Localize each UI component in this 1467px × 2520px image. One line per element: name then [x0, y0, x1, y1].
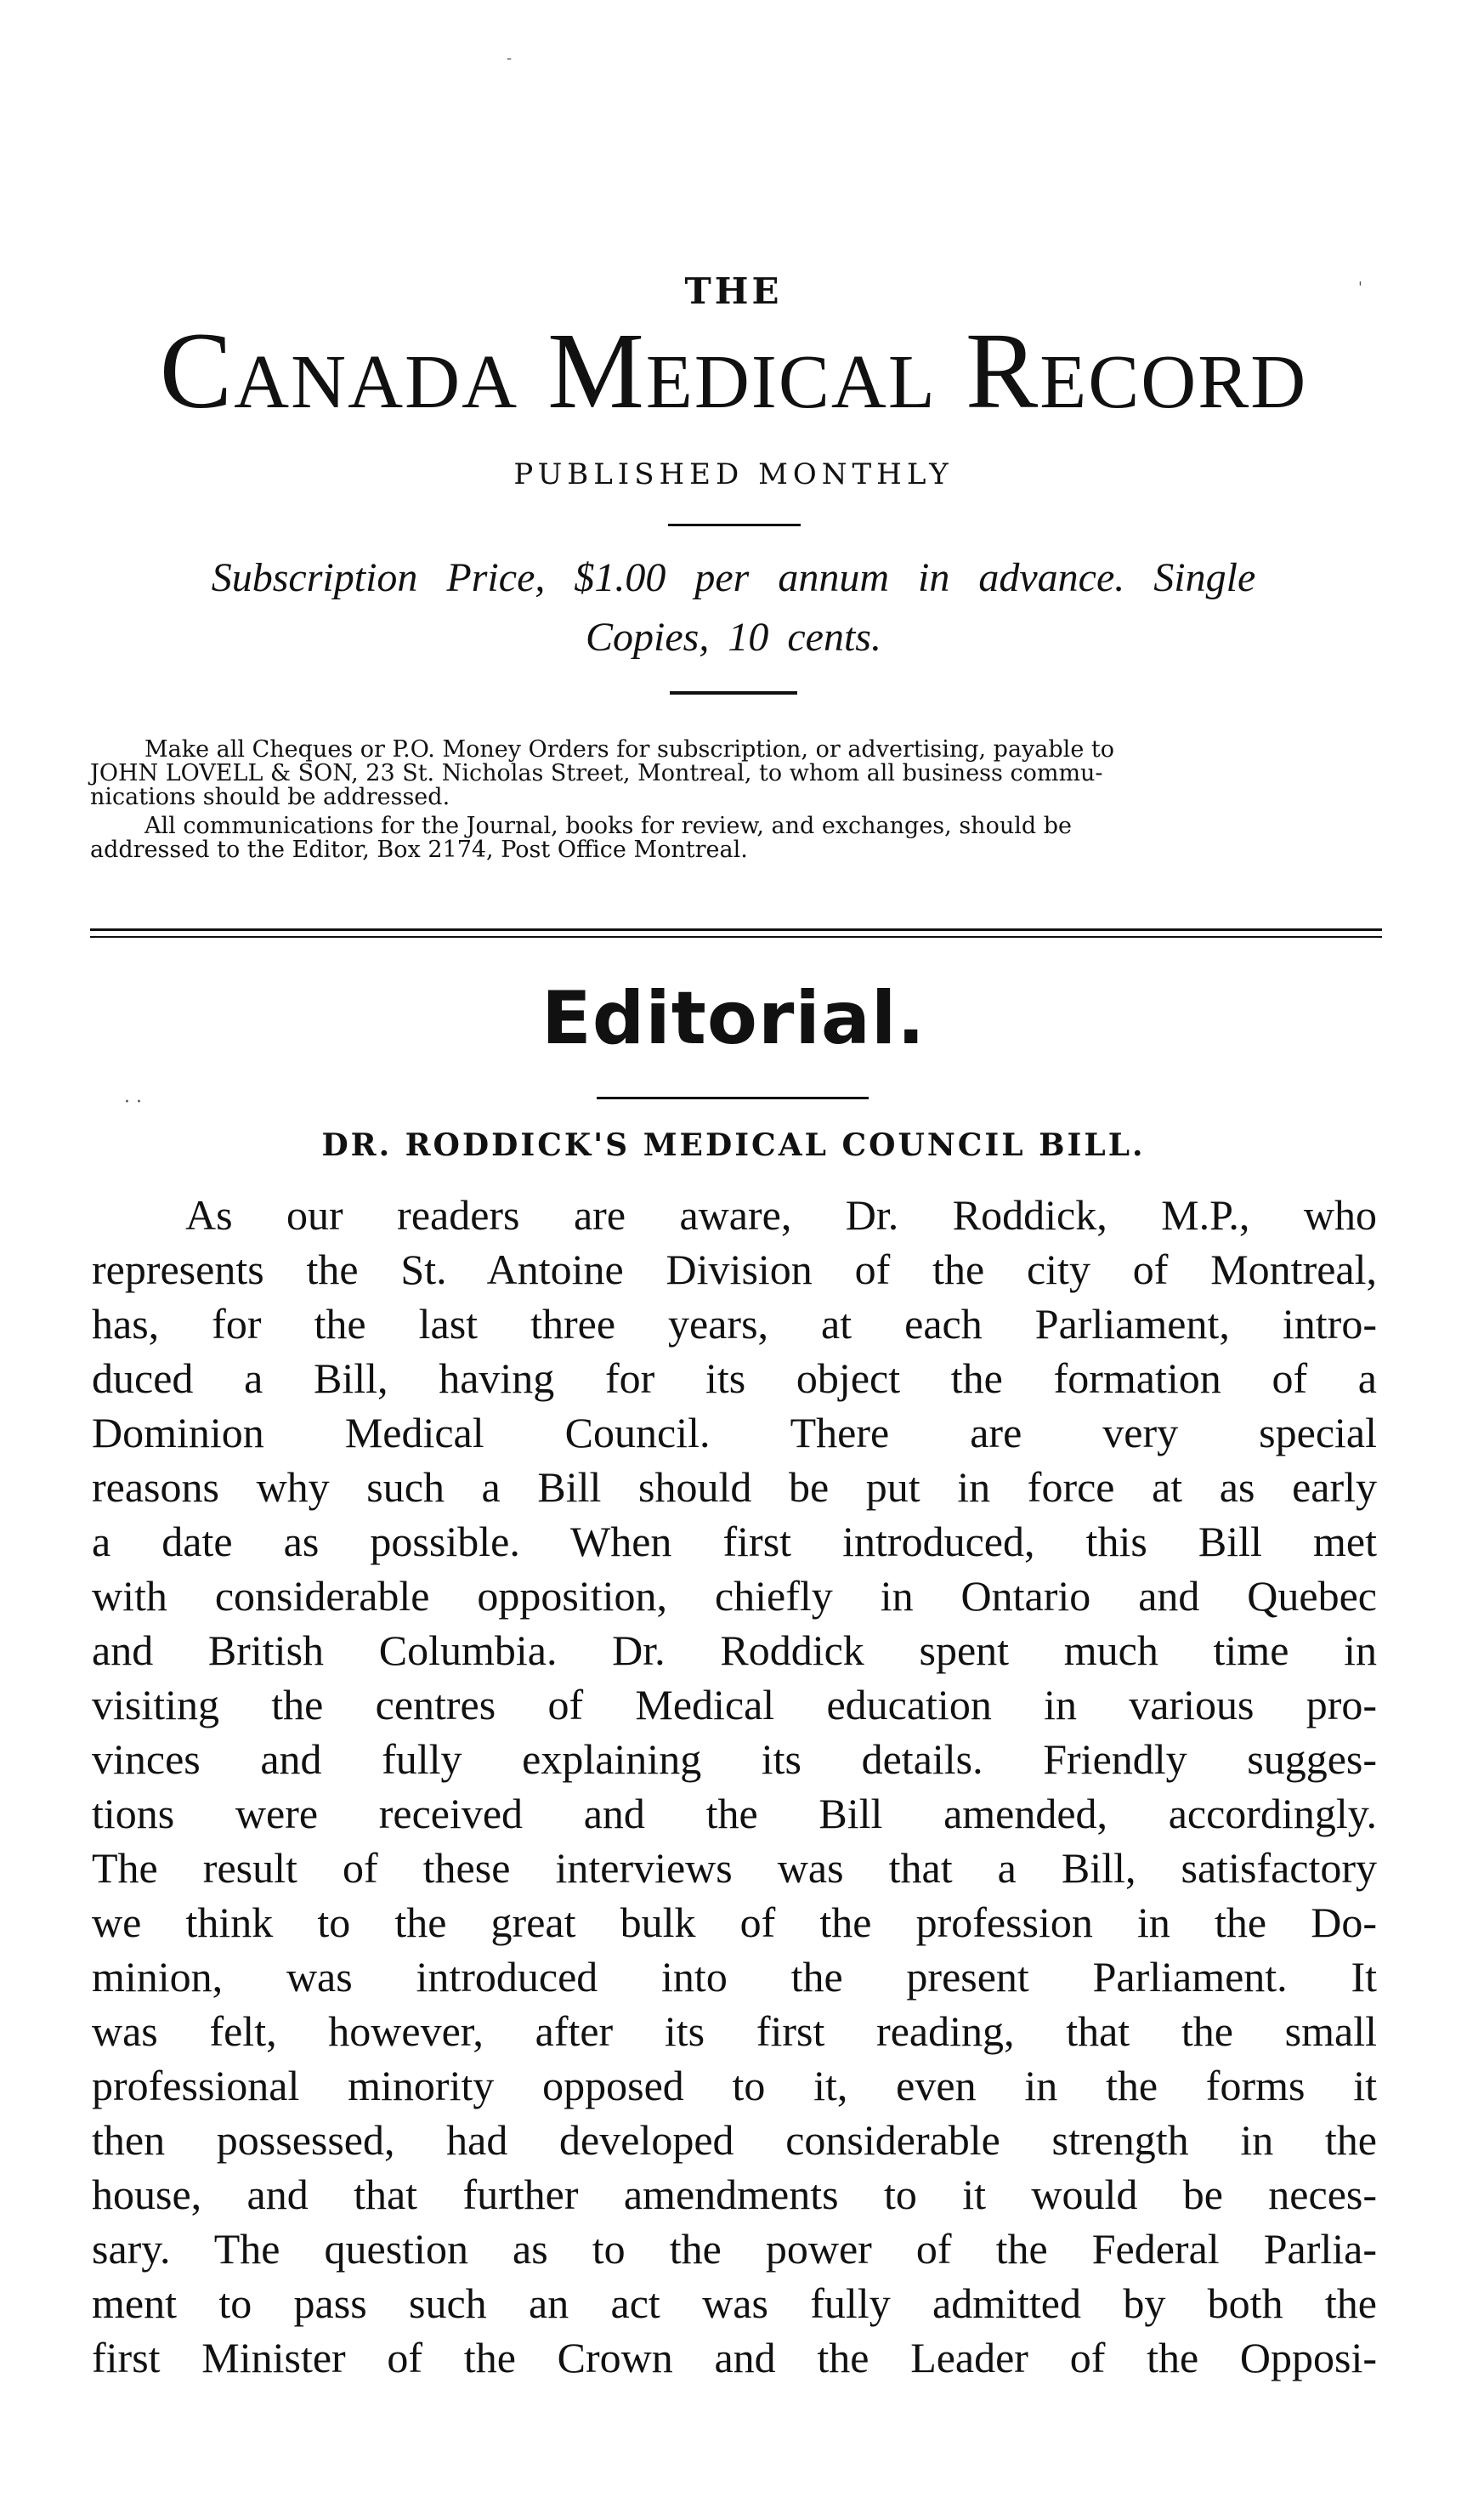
article-line: represents the St. Antoine Division of the city of Montreal, [92, 1246, 1377, 1293]
title-divider [668, 524, 801, 526]
article-line: house, and that further amendments to it would be neces- [92, 2171, 1377, 2218]
article-headline: DR. RODDICK'S MEDICAL COUNCIL BILL. [321, 1127, 1146, 1163]
article-line: visiting the centres of Medical education in various pro- [92, 1681, 1377, 1728]
speck-mark: · · [124, 1092, 142, 1113]
article-line: duced a Bill, having for its object the formation of a [92, 1354, 1377, 1402]
notice-line: addressed to the Editor, Box 2174, Post Office Montreal. [90, 837, 748, 863]
section-rule [90, 928, 1382, 931]
article-line: vinces and fully explaining its details. Friendly sugges- [92, 1735, 1377, 1783]
article-line: first Minister of the Crown and the Leader of the Opposi- [92, 2334, 1377, 2381]
subscription-price: Subscription Price, $1.00 per annum in advance. Single [211, 555, 1256, 600]
article-line: a date as possible. When first introduced, this Bill met [92, 1518, 1377, 1565]
section-title: Editorial. [541, 976, 926, 1061]
article-line: tions were received and the Bill amended, accordingly. [92, 1790, 1377, 1837]
notice-line: Make all Cheques or P.O. Money Orders for subscription, or advertising, payable to [144, 736, 1114, 763]
article-line: has, for the last three years, at each Parliament, intro- [92, 1300, 1377, 1348]
article-line: reasons why such a Bill should be put in force at as early [92, 1463, 1377, 1511]
article-line: The result of these interviews was that a Bill, satisfactory [92, 1844, 1377, 1892]
article-line: and British Columbia. Dr. Roddick spent much time in [92, 1626, 1377, 1674]
publication-frequency: PUBLISHED MONTHLY [513, 457, 954, 491]
article-line: Dominion Medical Council. There are very special [92, 1409, 1377, 1456]
article-line: then possessed, had developed considerable strength in the [92, 2116, 1377, 2164]
article-line: As our readers are aware, Dr. Roddick, M.P., who [185, 1191, 1377, 1239]
article-line: ment to pass such an act was fully admitted by both the [92, 2279, 1377, 2327]
notice-line: nications should be addressed. [90, 784, 450, 810]
article-line: with considerable opposition, chiefly in Ontario and Quebec [92, 1572, 1377, 1620]
article-line: minion, was introduced into the present Parliament. It [92, 1953, 1377, 2001]
subscription-divider [670, 691, 797, 695]
article-body [92, 1190, 1377, 2483]
single-copy-price: Copies, 10 cents. [586, 615, 881, 660]
speck-mark: ' [1358, 279, 1362, 297]
article-line: professional minority opposed to it, even in the forms it [92, 2062, 1377, 2109]
section-rule [90, 936, 1382, 938]
article-line: was felt, however, after its first reading, that the small [92, 2007, 1377, 2055]
article-line: we think to the great bulk of the profession in the Do- [92, 1899, 1377, 1946]
article-line: sary. The question as to the power of the Federal Parlia- [92, 2225, 1377, 2273]
section-title-divider [597, 1097, 869, 1099]
journal-title: Canada Medical Record [159, 310, 1308, 431]
notice-line: All communications for the Journal, books for review, and exchanges, should be [144, 813, 1072, 839]
masthead-article: THE [684, 270, 783, 312]
speck-mark: - [507, 49, 513, 67]
notice-line: JOHN LOVELL & SON, 23 St. Nicholas Street, Montreal, to whom all business commu- [90, 760, 1103, 786]
